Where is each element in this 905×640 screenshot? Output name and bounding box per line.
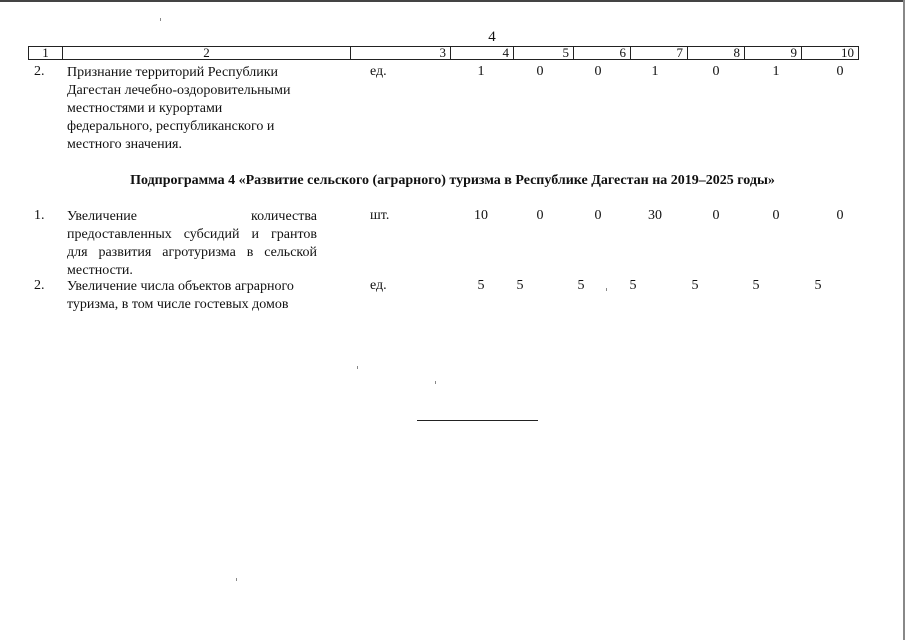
row-value: 5	[691, 278, 699, 293]
row-description	[67, 278, 317, 314]
end-of-document-rule	[417, 420, 538, 421]
row-value: 0	[594, 64, 602, 79]
column-header-10: 10	[802, 47, 859, 60]
text-line: местного значения.	[67, 137, 182, 152]
column-header-1: 1	[29, 47, 63, 60]
text-line: предоставленных субсидий и грантов	[67, 227, 317, 242]
row-value: 0	[712, 64, 720, 79]
text-line: федерального, республиканского и	[67, 119, 275, 134]
scan-speck	[236, 578, 237, 581]
row-unit: шт.	[370, 208, 390, 223]
subprogram-title: Подпрограмма 4 «Развитие сельского (аграрного) туризма в Республике Дагестан на 2019–2025 годы»	[130, 173, 775, 188]
column-header-7: 7	[631, 47, 688, 60]
row-description	[67, 64, 317, 154]
column-header-8: 8	[688, 47, 745, 60]
column-header-9: 9	[745, 47, 802, 60]
row-value: 10	[474, 208, 488, 223]
text-line: туризма, в том числе гостевых домов	[67, 297, 289, 312]
scan-speck	[357, 366, 358, 369]
text-line: местностями и курортами	[67, 101, 223, 116]
row-value: 5	[629, 278, 637, 293]
text-line: местности.	[67, 263, 133, 278]
row-value: 1	[772, 64, 780, 79]
scan-speck	[435, 381, 436, 384]
row-value: 0	[836, 64, 844, 79]
row-value: 30	[648, 208, 662, 223]
column-header-5: 5	[514, 47, 574, 60]
row-value: 5	[477, 278, 485, 293]
row-number: 2.	[34, 64, 45, 79]
column-header-3: 3	[351, 47, 451, 60]
text-line: для развития агротуризма в сельской	[67, 245, 317, 260]
text-line: Увеличение числа объектов аграрного	[67, 279, 294, 294]
row-value: 0	[836, 208, 844, 223]
row-value: 1	[651, 64, 659, 79]
scan-speck	[160, 18, 161, 21]
column-header-4: 4	[451, 47, 514, 60]
column-header-2: 2	[63, 47, 351, 60]
row-value: 0	[536, 64, 544, 79]
row-value: 0	[712, 208, 720, 223]
scan-edge-top	[0, 0, 905, 2]
row-value: 0	[594, 208, 602, 223]
column-numbers-header	[28, 46, 859, 60]
row-number: 2.	[34, 278, 45, 293]
row-unit: ед.	[370, 64, 387, 79]
row-unit: ед.	[370, 278, 387, 293]
row-value: 5	[814, 278, 822, 293]
text-line: Увеличение количества	[67, 209, 317, 224]
row-description	[67, 208, 317, 280]
row-value: 0	[772, 208, 780, 223]
row-value: 0	[536, 208, 544, 223]
row-value: 5	[577, 278, 585, 293]
row-number: 1.	[34, 208, 45, 223]
text-line: Дагестан лечебно-оздоровительными	[67, 83, 291, 98]
column-header-6: 6	[574, 47, 631, 60]
text-line: Признание территорий Республики	[67, 65, 279, 80]
page-number: 4	[488, 29, 496, 45]
scan-speck	[606, 288, 607, 291]
row-value: 5	[752, 278, 760, 293]
row-value: 1	[477, 64, 485, 79]
row-value: 5	[516, 278, 524, 293]
